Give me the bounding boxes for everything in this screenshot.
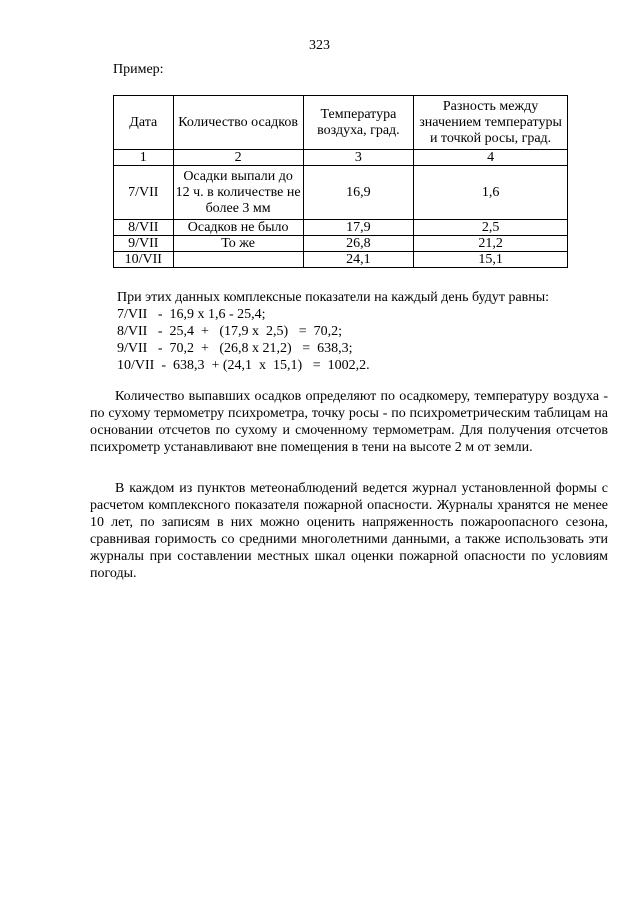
column-number: 4 <box>414 150 568 166</box>
header-temperature: Температура воздуха, град. <box>303 96 413 150</box>
table-row <box>114 220 568 236</box>
cell-difference: 2,5 <box>414 220 568 236</box>
table-header-row <box>114 96 568 150</box>
column-number: 3 <box>303 150 413 166</box>
cell-date: 7/VII <box>114 166 174 220</box>
cell-date: 8/VII <box>114 220 174 236</box>
page-number: 323 <box>309 38 330 53</box>
column-number: 1 <box>114 150 174 166</box>
calculation-line: 7/VII - 16,9 х 1,6 - 25,4; <box>117 307 266 322</box>
column-number: 2 <box>173 150 303 166</box>
header-precipitation: Количество осадков <box>173 96 303 150</box>
table-row <box>114 252 568 268</box>
cell-precipitation: Осадков не было <box>173 220 303 236</box>
calculations-block <box>117 289 549 374</box>
cell-precipitation: Осадки выпали до 12 ч. в количестве не более 3 мм <box>173 166 303 220</box>
cell-precipitation <box>173 252 303 268</box>
cell-difference: 21,2 <box>414 236 568 252</box>
column-number-row <box>114 150 568 166</box>
cell-date: 10/VII <box>114 252 174 268</box>
paragraph-measurement: Количество выпавших осадков определяют по осадкомеру, температуру воздуха - по сухому термометру психрометра, точку росы - по психрометрическим таблицам на основании отсчетов по сухому и смоченному термометрам. Для получения отсчетов психрометр устанавливают вне помещения в тени на высоте 2 м от земли. <box>90 389 608 455</box>
table-row <box>114 236 568 252</box>
cell-temperature: 24,1 <box>303 252 413 268</box>
calculations-intro: При этих данных комплексные показатели на каждый день будут равны: <box>117 290 550 305</box>
cell-difference: 1,6 <box>414 166 568 220</box>
cell-temperature: 26,8 <box>303 236 413 252</box>
cell-difference: 15,1 <box>414 252 568 268</box>
cell-precipitation: То же <box>173 236 303 252</box>
data-table <box>113 95 568 268</box>
cell-date: 9/VII <box>114 236 174 252</box>
cell-temperature: 16,9 <box>303 166 413 220</box>
example-label: Пример: <box>113 62 164 77</box>
table-row <box>114 166 568 220</box>
calculation-line: 9/VII - 70,2 + (26,8 х 21,2) = 638,3; <box>117 341 353 356</box>
cell-temperature: 17,9 <box>303 220 413 236</box>
paragraph-journal: В каждом из пунктов метеонаблюдений ведется журнал установленной формы с расчетом комплексного показателя пожарной опасности. Журналы хранятся не менее 10 лет, по записям в них можно оценить напряженность пожароопасного сезона, сравнивая горимость со средними многолетними данными, а также использовать эти журналы при составлении местных шкал оценки пожарной опасности по условиям погоды. <box>90 481 608 581</box>
header-difference: Разность между значением температуры и точкой росы, град. <box>414 96 568 150</box>
calculation-line: 10/VII - 638,3 + (24,1 х 15,1) = 1002,2. <box>117 358 370 373</box>
header-date: Дата <box>114 96 174 150</box>
calculation-line: 8/VII - 25,4 + (17,9 х 2,5) = 70,2; <box>117 324 342 339</box>
